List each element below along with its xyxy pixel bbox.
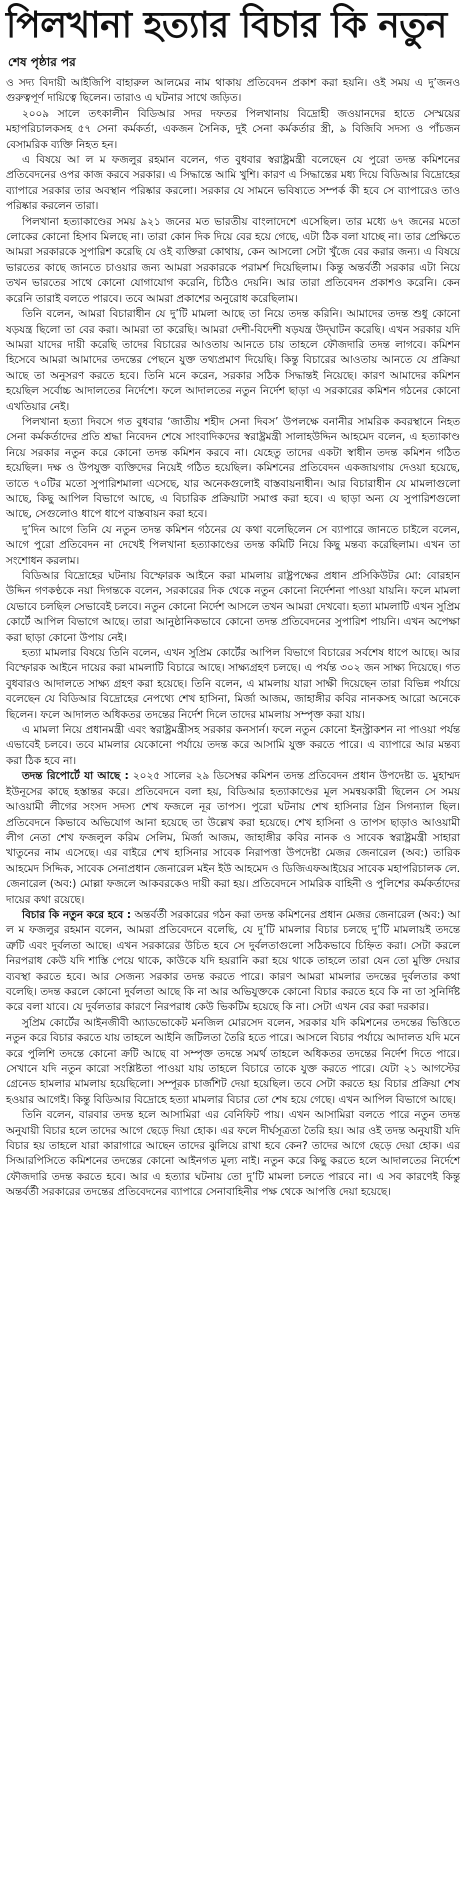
article-paragraph [6, 307, 460, 415]
article-paragraph [6, 523, 460, 569]
paragraph-text: এ মামলা নিয়ে প্রধানমন্ত্রী এবং স্বরাষ্ট্রমন্ত্রীসহ সরকার কনসার্ন। ফলে নতুন কোনো ইনস্ট্রাকশন না পাওয়া পর্যন্ত এভাবেই চলবে। তবে মামলার যেকোনো পর্যায়ে তদন্ত করে আসামি যুক্ত করতে পারে। এ ব্যাপারে আর মন্তব্য করা ঠিক হবে না। [6, 724, 460, 767]
article-body [6, 76, 460, 1201]
paragraph-text: অন্তর্বর্তী সরকারের গঠন করা তদন্ত কমিশনের প্রধান মেজর জেনারেল (অব:) আ ল ম ফজলুর রহমান বলেন, আমরা প্রতিবেদনে বলেছি, যে দু’টি মামলার বিচার চলছে দু’টি মামলায়ই তদন্তে ত্রুটি এবং দুর্বলতা আছে। এখন সরকারের উচিত হবে সে দুর্বলতাগুলো সঠিকভাবে চিহ্নিত করা। সেটা করলে নিরপরাধ কেউ যদি শাস্তি পেয়ে থাকে, কাউকে যদি হয়রানি করা হয়ে থাকে তাহলে তারা যেন তো মুক্তি দেয়ার ব্যবস্থা করতে হবে। আর সেজন্য সরকার তদন্ত করতে পারে। কারণ আমরা মামলার তদন্তের দুর্বলতার কথা বলেছি। তদন্ত করলে কোনো দুর্বলতা আছে কি না আর অভিযুক্তকে কোনো বিচার করতে হবে কি না তা সুনির্দিষ্ট করে বলা যাবে। যে দুর্বলতার কারণে নিরপরাধ কেউ ভিকটিম হয়েছে কি না। সেটা এখন বের করা দরকার। [6, 908, 460, 1014]
paragraph-text: ও সদ্য বিদায়ী আইজিপি বাহারুল আলমের নাম থাকায় প্রতিবেদন প্রকাশ করা হয়নি। ওই সময় এ দু’জনও গুরুত্বপূর্ণ দায়িত্বে ছিলেন। তারাও এ ঘটনার সাথে জড়িত। [6, 77, 460, 105]
article-paragraph [6, 107, 460, 153]
paragraph-text: হত্যা মামলার বিষয়ে তিনি বলেন, এখন সুপ্রিম কোর্টের আপিল বিভাগে বিচারের সর্বশেষ ধাপে আছে। আর বিস্ফোরক আইনে দায়ের করা মামলাটি বিচারে আছে। সাক্ষ্যগ্রহণ চলছে। এ পর্যন্ত ৩০২ জন সাক্ষ্য দিয়েছে। গত বুধবারও আদালতে সাক্ষ্য গ্রহণ করা হয়েছে। তিনি বলেন, এ মামলায় যারা সাক্ষী দিয়েছেন তারা বিভিন্ন পর্যায়ে বলেছেন যে বিডিআর বিদ্রোহের নেপথ্যে শেখ হাসিনা, মির্জা আজম, জাহাঙ্গীর কবির নানকসহ আরো অনেকে ছিলেন। ফলে আদালত অধিকতর তদন্তের নির্দেশ দিলে তাদের মামলায় সম্পৃক্ত করা যায়। [6, 647, 460, 721]
paragraph-text: দু’দিন আগে তিনি যে নতুন তদন্ত কমিশন গঠনের যে কথা বলেছিলেন সে ব্যাপারে জানতে চাইলে বলেন, আগে পুরো প্রতিবেদন না দেখেই পিলখানা হত্যাকাণ্ডের তদন্ত কমিটি নিয়ে কিছু মন্তব্য করেছিলাম। এখন তা সংশোধন করলাম। [6, 523, 460, 567]
paragraph-text: বিডিআর বিদ্রোহের ঘটনায় বিস্ফোরক আইনে করা মামলায় রাষ্ট্রপক্ষের প্রধান প্রসিকিউটর মো: বোরহান উদ্দিন গণকণ্ঠকে নয়া দিগন্তকে বলেন, সরকারের দিক থেকে নতুন কোনো নির্দেশনা পাওয়া যায়নি। ফলে মামলা যেভাবে চলছিল সেভাবেই চলবে। নতুন কোনো নির্দেশ আসলে তখন আমরা দেখবো। হত্যা মামলাটি এখন সুপ্রিম কোর্টে আপিল বিভাগে আছে। তারা আনুষ্ঠানিকভাবে কোনো তদন্ত প্রতিবেদনের সুপারিশ পায়নি। এখন অপেক্ষা করা ছাড়া কোনো উপায় নেই। [6, 570, 460, 644]
section-subheading: তদন্ত রিপোর্টে যা আছে : [22, 770, 129, 783]
paragraph-text: পিলখানা হত্যা দিবসে গত বুধবার ‘জাতীয় শহীদ সেনা দিবস’ উপলক্ষে বনানীর সামরিক কবরস্থানে নিহত সেনা কর্মকর্তাদের প্রতি শ্রদ্ধা নিবেদন শেষে সাংবাদিকদের স্বরাষ্ট্রমন্ত্রী সালাহউদ্দিন আহমেদ বলেন, এ হত্যাকাণ্ড নিয়ে সরকার নতুন করে কোনো তদন্ত কমিশন করবে না। যেহেতু তাদের একটা স্বাধীন তদন্ত কমিশন গঠিত হয়েছিল। দক্ষ ও উপযুক্ত ব্যক্তিদের নিয়েই গঠিত হয়েছিল। কমিশনের প্রতিবেদন একজায়গায় দেওয়া হয়েছে, তাতে ৭০টির মতো সুপারিশমালা এসেছে, যার অনেকগুলোই বাস্তবায়নাধীন। আর বিচারাধীন যে মামলাগুলো আছে, কিছু আপিল বিভাগে আছে, এ বিচারিক প্রক্রিয়াটা সমাপ্ত করা হবে। এ ছাড়া অন্য যে সুপারিশগুলো আছে, সেগুলোও ধাপে ধাপে বাস্তবায়ন করা হবে। [6, 415, 460, 521]
article-paragraph [6, 723, 460, 769]
article-paragraph [6, 153, 460, 215]
article-paragraph [6, 646, 460, 723]
article-paragraph [6, 1108, 460, 1200]
article-paragraph [6, 569, 460, 646]
paragraph-text: তিনি বলেন, আমরা বিচারাধীন যে দু’টি মামলা আছে তা নিয়ে তদন্ত করিনি। আমাদের তদন্ত শুধু কোনো ষড়যন্ত্র ছিলো তা বের করা। আমরা তা করেছি। আমরা দেশী-বিদেশী ষড়যন্ত্র উদ্‌ঘাটন করেছি। এখন সরকার যদি আমরা যাদের দায়ী করেছি তাদের বিচারের আওতায় আনতে চায় তাহলে ফৌজদারি তদন্ত লাগবে। কমিশন হিসেবে আমরা আমাদের তদন্তের পেছনে যুক্ত তথ্যপ্রমাণ দিয়েছি। কিন্তু বিচারের আওতায় আনতে যে প্রক্রিয়া আছে তা অনুসরণ করতে হবে। তিনি মনে করেন, সরকার সঠিক সিদ্ধান্তই নিয়েছে। কারণ আমাদের কমিশন হয়েছিল সর্বোচ্চ আদালতের নির্দেশে। ফলে আদালতের নতুন নির্দেশ ছাড়া এ সরকারের কমিশন গঠনের কোনো এখতিয়ার নেই। [6, 308, 460, 413]
paragraph-text: সুপ্রিম কোর্টের আইনজীবী অ্যাডভোকেট মনজিল মোরসেদ বলেন, সরকার যদি কমিশনের তদন্তের ভিত্তিতে নতুন করে বিচার করতে যায় তাহলে আইনি জটিলতা তৈরি হতে পারে। আসলে বিচার পর্যায়ে আদালত যদি মনে করে পুলিশি তদন্তে কোনো ক্রটি আছে বা সম্পৃক্ত তদন্তে সমর্থ তাহলে অধিকতর তদন্তের নির্দেশ দিতে পারে। সেখানে যদি নতুন কারো সংশ্লিষ্টতা পাওয়া যায় তাহলে বিচারে তাকে যুক্ত করতে পারে। যেটা ২১ আগস্টের গ্রেনেড হামলার মামলায় হয়েছিলো। সম্পূরক চার্জশিট দেয়া হয়েছিল। তবে সেটা করতে হয় বিচার প্রক্রিয়া শেষ হওয়ার আগেই। কিন্তু বিডিআর বিদ্রোহে হত্যা মামলার বিচার তো শেষ হয়ে গেছে। এখন আপিল বিভাগে আছে। [6, 1016, 460, 1106]
headline: পিলখানা হত্যার বিচার কি নতুন [6, 5, 447, 46]
article-paragraph [6, 769, 460, 908]
paragraph-text: ২০২৫ সালের ২৯ ডিসেম্বর কমিশন তদন্ত প্রতিবেদন প্রধান উপদেষ্টা ড. মুহাম্মদ ইউনূসের কাছে হস্তান্তর করে। প্রতিবেদনে বলা হয়, বিডিআর হত্যাকাণ্ডের মূল সমন্বয়কারী ছিলেন সে সময় আওয়ামী লীগের সংসদ সদস্য শেখ ফজলে নূর তাপস। পুরো ঘটনায় শেখ হাসিনার গ্রিন সিগন্যাল ছিল। প্রতিবেদনে কিভাবে অভিযোগ আনা হয়েছে তা উল্লেখ করা হয়েছে। শেখ হাসিনা ও তাপস ছাড়াও আওয়ামী লীগ নেতা শেখ ফজলুল করিম সেলিম, মির্জা আজম, জাহাঙ্গীর কবির নানক ও সাবেক স্বরাষ্ট্রমন্ত্রী সাহারা খাতুনের নাম এসেছে। এর বাইরে শেখ হাসিনার সাবেক নিরাপত্তা উপদেষ্টা মেজর জেনারেল (অব:) তারিক আহমেদ সিদ্দিক, সাবেক সেনাপ্রধান জেনারেল মইন ইউ আহমেদ ও ডিজিএফআইয়ের সাবেক মহাপরিচালক লে. জেনারেল (অব:) মোল্লা ফজলে আকবরকেও দায়ী করা হয়। প্রতিবেদনে সামরিক বাহিনী ও পুলিশের কর্মকর্তাদের দায়ের কথা রয়েছে। [6, 770, 461, 906]
article-paragraph [6, 1016, 460, 1108]
paragraph-text: ২০০৯ সালে তৎকালীন বিডিআর সদর দফতর পিলখানায় বিদ্রোহী জওয়ানদের হাতে সেস্ময়ের মহাপরিচালকসহ ৫৭ সেনা কর্মকর্তা, একজন সৈনিক, দুই সেনা কর্মকর্তার স্ত্রী, ৯ বিজিবি সদস্য ও পাঁচজন বেসামরিক ব্যক্তি নিহত হন। [6, 107, 460, 151]
article-paragraph [6, 215, 460, 307]
paragraph-text: এ বিষয়ে আ ল ম ফজলুর রহমান বলেন, গত বুধবার স্বরাষ্ট্রমন্ত্রী বলেছেন যে পুরো তদন্ত কমিশনের প্রতিবেদনের ওপর কাজ করবে সরকার। এ সিদ্ধান্তে আমি খুশি। কারণ এ সিদ্ধান্তের মধ্য দিয়ে বিডিআর বিদ্রোহের ব্যাপারে সরকার তার অবস্থান পরিষ্কার করলো। সরকার যে সামনে ভবিষ্যতে সম্পর্ক কী হবে সে ব্যাপারেও তাও পরিষ্কার করলেন তারা। [6, 154, 460, 213]
article-paragraph [6, 76, 460, 107]
article-paragraph [6, 415, 460, 523]
paragraph-text: পিলখানা হত্যাকাণ্ডের সময় ৯২১ জনের মত ভারতীয় বাংলাদেশে এসেছিল। তার মধ্যে ৬৭ জনের মতো লোকের কোনো হিসাব মিলছে না। তারা কোন দিক দিয়ে বের হয়ে গেছে, এটা ঠিক বলা যাচ্ছে না। তার প্রেক্ষিতে আমরা সরকারকে সুপারিশ করেছি যে ওই ব্যক্তিরা কোথায়, কেন আসলো সেটা খুঁজে বের করার জন্য। এ বিষয়ে ভারতের কাছে জানতে চাওয়ার জন্য আমরা সরকারকে পরামর্শ দিয়েছিলাম। কিন্তু অন্তর্বর্তী সরকার এটা নিয়ে তখন ভারতের সাথে কোনো যোগাযোগ করেনি, চিঠিও দেয়নি। আর তারা প্রতিবেদন প্রকাশও করেনি। কেন করেনি তারাই বলতে পারবে। তবে আমরা প্রকাশের অনুরোধ করেছিলাম। [6, 215, 460, 305]
paragraph-text: তিনি বলেন, বারবার তদন্ত হলে আসামিরা এর বেনিফিট পায়। এখন আসামিরা বলতে পারে নতুন তদন্ত অনুযায়ী বিচার হলে তাদের আগে ছেড়ে দিয়া হোক। এর ফলে দীর্ঘসূত্রতা তৈরি হয়। আর ওই তদন্ত অনুযায়ী যদি বিচার হয় তাহলে যারা কারাগারে আছেন তাদের ঝুলিয়ে রাখা হবে কেন? তাদের আগে ছেড়ে দেয়া হোক। এর সিআরপিসিতে কমিশনের তদন্তের কোনো আইনগত মূল্য নাই। নতুন করে কিছু করতে হলে আদালতের নির্দেশে ফৌজদারি তদন্ত করতে হবে। আর এ হত্যার ঘটনায় তো দু’টি মামলা চলতে পারবে না। এ সব কারণেই কিন্তু অন্তর্বর্তী সরকারের তদন্তের প্রতিবেদনের ব্যাপারে সেনাবাহিনীর পক্ষ থেকে আপত্তি দেয়া হয়েছে। [6, 1109, 460, 1199]
article-paragraph [6, 908, 460, 1016]
continued-from-label: শেষ পৃষ্ঠার পর [8, 55, 76, 69]
section-subheading: বিচার কি নতুন করে হবে : [22, 908, 132, 921]
